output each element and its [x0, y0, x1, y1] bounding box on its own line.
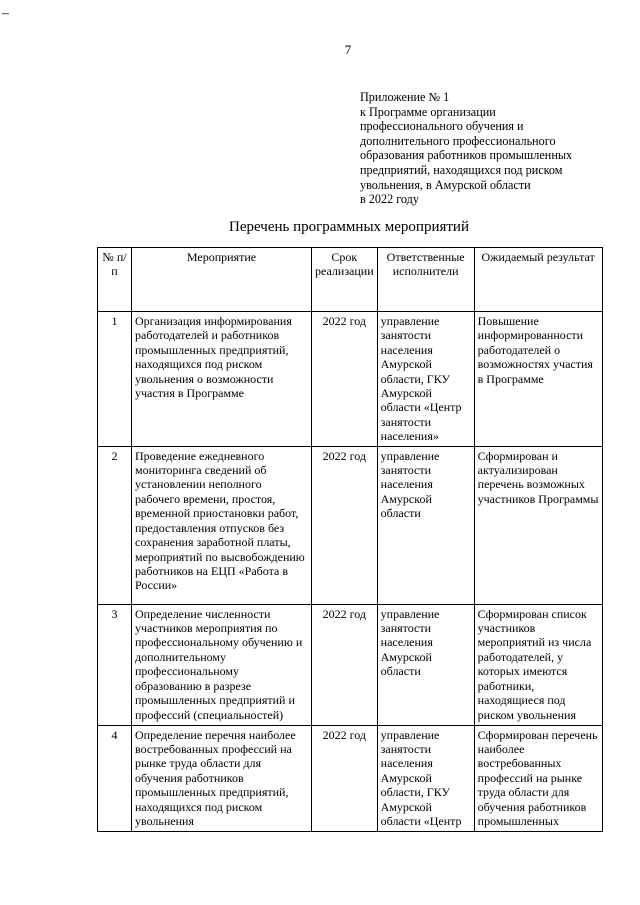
appendix-line: к Программе организации: [360, 104, 496, 119]
row-num: 3: [98, 604, 132, 725]
appendix-line: профессионального обучения и: [360, 119, 524, 134]
row-num: 1: [98, 312, 132, 447]
document-title: Перечень программных мероприятий: [229, 219, 469, 235]
row-date: 2022 год: [312, 446, 378, 604]
appendix-line: Приложение № 1: [360, 90, 450, 104]
row-event: Определение численности участников мероприятия по профессиональному обучению и дополнительному профессиональному образованию в разрезе промышленных предприятий и профессий (специальностей): [132, 604, 312, 725]
table-row: [98, 725, 603, 831]
row-date: 2022 год: [312, 312, 378, 447]
row-date: 2022 год: [312, 604, 378, 725]
appendix-note: [360, 90, 610, 207]
header-executor: Ответственные исполнители: [377, 248, 474, 312]
row-num: 2: [98, 446, 132, 604]
row-date: 2022 год: [312, 725, 378, 831]
row-result: Сформирован и актуализирован перечень возможных участников Программы: [474, 446, 602, 604]
row-event: Проведение ежедневного мониторинга сведений об установлении неполного рабочего времени, простоя, временной приостановки работ, предоставления отпусков без сохранения заработной платы, мероприятий по высвобождению работников на ЕЦП «Работа в России»: [132, 446, 312, 604]
header-date: Срок реализации: [312, 248, 378, 312]
row-result: Сформирован список участников мероприятий из числа работодателей, у которых имеются работники, находящиеся под риском увольнения: [474, 604, 602, 725]
row-event: Определение перечня наиболее востребованных профессий на рынке труда области для обучения работников промышленных предприятий, находящихся под риском увольнения: [132, 725, 312, 831]
table-row: [98, 604, 603, 725]
appendix-line: увольнения, в Амурской области: [360, 177, 531, 192]
row-executor: управление занятости населения Амурской области, ГКУ Амурской области «Центр: [377, 725, 474, 831]
appendix-line: образования работников промышленных: [360, 148, 573, 163]
row-executor: управление занятости населения Амурской области, ГКУ Амурской области «Центр занятости населения»: [377, 312, 474, 447]
row-result: Сформирован перечень наиболее востребованных профессий на рынке труда области для обучения работников промышленных: [474, 725, 602, 831]
corner-mark: –: [2, 6, 9, 21]
header-result: Ожидаемый результат: [474, 248, 602, 312]
row-event: Организация информирования работодателей и работников промышленных предприятий, находящихся под риском увольнения о возможности участия в Программе: [132, 312, 312, 447]
row-executor: управление занятости населения Амурской области: [377, 446, 474, 604]
row-result: Повышение информированности работодателей о возможностях участия в Программе: [474, 312, 602, 447]
events-table: [97, 247, 603, 832]
table-row: [98, 312, 603, 447]
header-event: Мероприятие: [132, 248, 312, 312]
row-executor: управление занятости населения Амурской области: [377, 604, 474, 725]
header-num: № п/п: [98, 248, 132, 312]
appendix-line: в 2022 году: [360, 192, 419, 207]
table-row: [98, 446, 603, 604]
page-number: 7: [344, 42, 352, 57]
table-header-row: [98, 248, 603, 312]
row-num: 4: [98, 725, 132, 831]
appendix-line: предприятий, находящихся под риском: [360, 162, 563, 177]
appendix-line: дополнительного профессионального: [360, 133, 556, 148]
